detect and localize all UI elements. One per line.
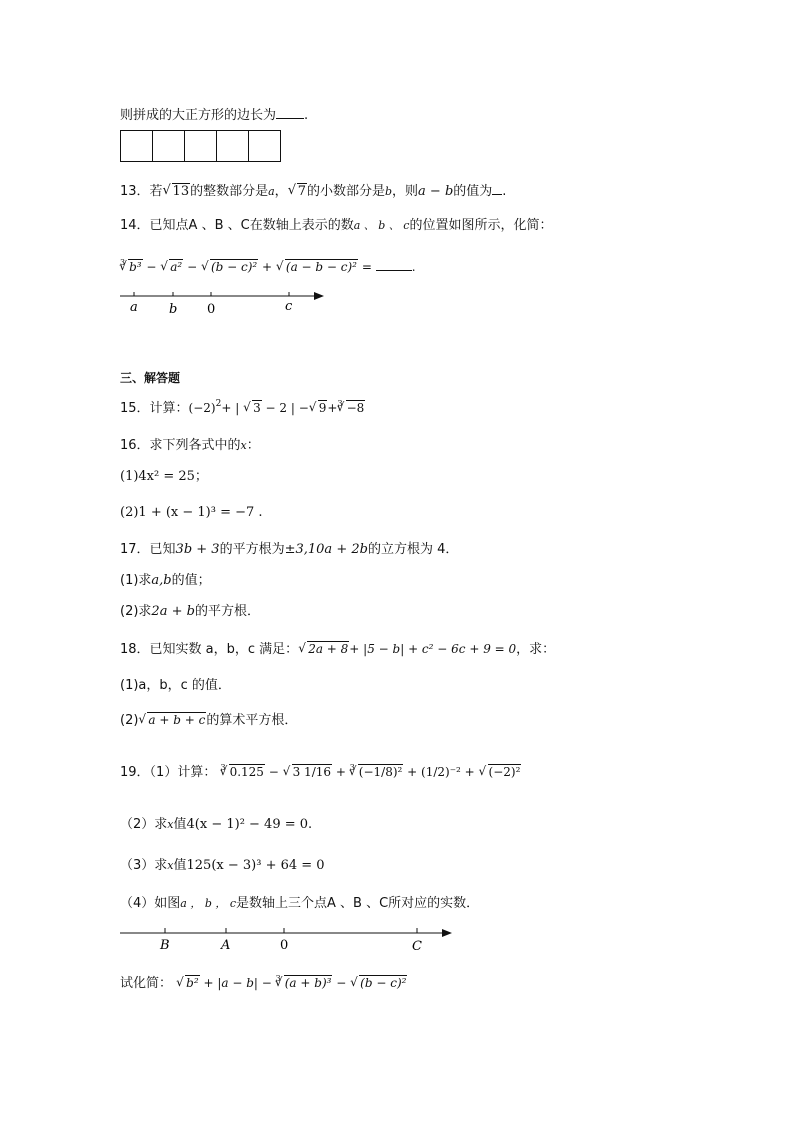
question-14	[120, 218, 552, 234]
sqrt-a2: √ a²	[160, 259, 183, 275]
q19-text: 19．（1）计算：	[120, 765, 217, 780]
question-19-part-3: （3）求x值125(x − 3)³ + 64 = 0	[120, 858, 325, 873]
q17-part-1: (1)求a,b的值；	[120, 573, 211, 588]
question-19-part-4: （4）如图a ， b ， c是数轴上三个点A 、B 、C所对应的实数．	[120, 896, 480, 911]
q13-text2: 的小数部分是	[306, 184, 385, 199]
q18-part-2: (2)√ a + b + c的算术平方根．	[120, 712, 297, 729]
expr-a-minus-b: a − b	[418, 184, 454, 199]
sqrt-7: √ 7	[288, 184, 307, 200]
q16-part-2: (2)1 + (x − 1)³ = −7 .	[120, 505, 263, 520]
sqrt-b-minus-c-squared: √ (b − c)²	[350, 975, 407, 991]
question-17	[120, 542, 458, 558]
cbrt-a-plus-b-cubed: √ (a + b)³	[275, 975, 333, 991]
grid-cell	[120, 130, 153, 162]
number-line-2	[118, 923, 458, 955]
sqrt-a-b-c2: √ a + b + c	[138, 712, 206, 728]
question-19-part-2: （2）求x值4(x − 1)² − 49 = 0.	[120, 817, 313, 832]
question-18	[120, 641, 555, 658]
arrow-icon	[442, 929, 452, 937]
q16-part-1: (1)4x² = 25；	[120, 469, 208, 484]
arrow-icon	[314, 292, 324, 300]
var-a: a	[268, 185, 275, 198]
equals-sign: =	[361, 260, 372, 274]
question-16	[120, 438, 260, 454]
cbrt-neg8: √ −8	[337, 400, 366, 416]
q13-text4: 的值为	[453, 184, 493, 199]
half-power-neg2: (1/2)⁻²	[421, 765, 461, 779]
q16-text: 16．求下列各式中的	[120, 438, 241, 453]
grid-cell	[184, 130, 217, 162]
sqrt-mixed-fraction: √ 3 1/16	[283, 764, 332, 780]
cbrt-0-125: √ 0.125	[220, 764, 265, 780]
number-line-1	[118, 288, 330, 318]
section-title: 三、解答题	[120, 371, 181, 385]
label-c: c	[285, 299, 293, 314]
sqrt-9: √ 9	[309, 400, 328, 416]
label-b: b	[169, 302, 178, 317]
var-b: b	[384, 185, 393, 198]
sqrt-neg2-squared: √ (−2)²	[479, 764, 522, 780]
sqrt-2a-8: √ 2a + 8	[298, 641, 349, 657]
cbrt-neg-eighth-squared: √ (−1/8)²	[349, 764, 404, 780]
q14-text: 14．已知点A 、B 、C在数轴上表示的数	[120, 218, 354, 233]
label-a: a	[130, 300, 138, 315]
question-19-part-5: 试化简： √ b² + |a − b| − $^3$√ (a + b)³ − √ (b − c)²	[120, 975, 407, 993]
q17-text: 17．已知	[120, 542, 176, 557]
q18-text: 18．已知实数 a，b，c 满足：	[120, 642, 299, 657]
grid-cell	[248, 130, 281, 162]
q15-text: 15．计算：	[120, 401, 189, 416]
sqrt-b2: √ b²	[176, 975, 200, 991]
answer-blank[interactable]	[376, 258, 412, 271]
intro-end: .	[304, 108, 309, 123]
q18-part-1: (1)a，b，c 的值．	[120, 678, 231, 693]
answer-blank[interactable]	[492, 182, 502, 195]
answer-blank[interactable]	[276, 106, 304, 119]
q17-text3: 的立方根为 4．	[367, 542, 459, 557]
intro-text: 则拼成的大正方形的边长为	[120, 108, 277, 123]
q14-text2: 的位置如图所示，化简：	[409, 218, 553, 233]
question-19-part-1: 19．（1）计算： $^3$√ 0.125 − √ 3 1/16 + $^3$√ (−1/8)² + (1/2)⁻² + √ (−2)²	[120, 764, 521, 782]
question-15: 15．计算：$(-2)^2+$ | √ 3 − 2 | −√ 9+$^3$√ −8	[120, 400, 365, 418]
q16-colon: ：	[246, 438, 260, 453]
expr-10a-2b: ±3,10a + 2b	[284, 542, 368, 557]
q18-end: ，求：	[516, 642, 556, 657]
q13-comma: ，	[274, 184, 288, 199]
label-0: 0	[280, 938, 289, 953]
q18-equation: + |5 − b| + c² − 6c + 9 = 0	[349, 642, 517, 656]
q17-text2: 的平方根为	[219, 542, 285, 557]
q13-end: .	[502, 184, 507, 199]
cbrt-b3: √ b³	[119, 259, 143, 275]
label-C: C	[412, 939, 422, 954]
simplify-label: 试化简：	[120, 976, 173, 991]
sqrt-a-b-c: √ (a − b − c)²	[276, 259, 358, 275]
sqrt-3: √ 3	[243, 400, 262, 416]
grid-cell	[216, 130, 249, 162]
q14-formula: $^3$√ b³ − √ a² − √ (b − c)² + √ (a − b − c)² = .	[120, 258, 416, 277]
q13-text: 的整数部分是	[190, 184, 269, 199]
expr-3b-3: 3b + 3	[175, 542, 220, 557]
q14-vars: a 、 b 、 c	[353, 219, 410, 232]
grid-cell	[152, 130, 185, 162]
label-0: 0	[207, 302, 216, 317]
label-B: B	[160, 938, 170, 953]
sqrt-13: √ 13	[163, 184, 191, 200]
q14-end: .	[411, 260, 416, 274]
var-x: x	[240, 439, 247, 452]
intro-line	[120, 106, 308, 124]
sqrt-b-c: √ (b − c)²	[201, 259, 258, 275]
q13-number: 13．若	[120, 184, 163, 199]
label-A: A	[221, 938, 231, 953]
square-grid	[120, 130, 281, 162]
q17-part-2: (2)求2a + b的平方根．	[120, 604, 260, 619]
q13-text3: ，则	[392, 184, 419, 199]
question-13	[120, 182, 506, 200]
